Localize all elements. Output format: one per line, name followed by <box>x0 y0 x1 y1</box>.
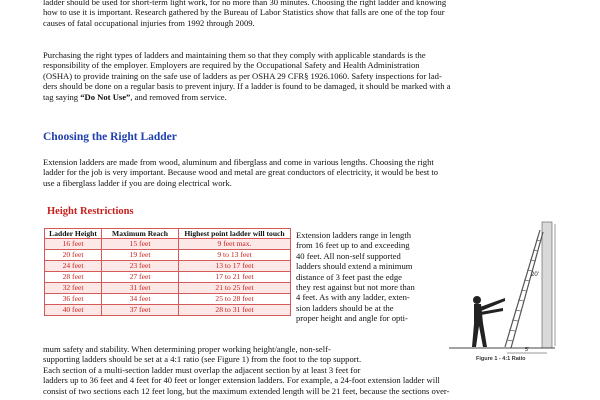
ladder-rungs <box>507 240 541 341</box>
ladder-ratio-figure <box>447 218 559 356</box>
table-cell: 28 feet <box>45 272 102 283</box>
intro-line: how to use it is important. Research gathered by the Bureau of Labor Statistics show that falls are one of the top four <box>43 7 445 18</box>
employer-line: Purchasing the right types of ladders and maintaining them so that they comply with applicable standards is the <box>43 50 426 60</box>
table-cell: 23 feet <box>102 261 179 272</box>
table-cell: 25 to 28 feet <box>179 294 291 305</box>
side-text-line: Extension ladders range in length <box>296 230 412 240</box>
table-cell: 31 feet <box>102 283 179 294</box>
side-text-line: they rest against but not more than <box>296 282 415 293</box>
column-header-ladder-height: Ladder Height <box>45 229 102 239</box>
intro-line: ladder should be used for short-term light work, for no more than 30 minutes. Choosing the right ladder and knowing <box>43 0 447 7</box>
employer-line: tag saying <box>43 91 81 102</box>
side-text-line: 4 feet. As with any ladder, exten- <box>296 292 410 303</box>
section-heading-height: Height Restrictions <box>47 206 134 217</box>
table-cell: 17 to 21 feet <box>179 272 291 283</box>
extension-line: use a fiberglass ladder if you are doing electrical work. <box>43 177 232 188</box>
employer-line: (OSHA) to provide training on the safe use of ladders as per OSHA 29 CFR§ 1926.1060. Safety inspections for lad- <box>43 70 442 81</box>
table-header-row <box>45 229 291 239</box>
extension-length-paragraph <box>296 230 444 324</box>
extension-paragraph <box>43 157 563 188</box>
intro-line: causes of fatal occupational injuries from 1992 through 2009. <box>43 17 255 28</box>
table-cell: 9 feet max. <box>179 239 291 250</box>
wall-shape <box>542 222 552 348</box>
table-cell: 24 feet <box>45 261 102 272</box>
height-dimension-label: 20' <box>531 272 539 278</box>
table-cell: 34 feet <box>102 294 179 305</box>
table-cell: 19 feet <box>102 250 179 261</box>
side-text-line: 40 feet. All non-self supported <box>296 250 401 261</box>
table-cell: 15 feet <box>102 239 179 250</box>
table-cell: 13 to 17 feet <box>179 261 291 272</box>
base-dimension-label: 5' <box>525 347 530 353</box>
intro-paragraph <box>43 0 563 28</box>
table-cell: 36 feet <box>45 294 102 305</box>
bottom-line: consist of two sections each 12 feet long, but the maximum extended length will be 21 feet, because the sections over- <box>43 385 450 396</box>
ladder-rail <box>505 230 540 347</box>
table-cell: 40 feet <box>45 305 102 316</box>
table-cell: 32 feet <box>45 283 102 294</box>
table-row <box>45 305 291 316</box>
table-row <box>45 272 291 283</box>
table-cell: 16 feet <box>45 239 102 250</box>
table-cell: 21 to 25 feet <box>179 283 291 294</box>
table-row <box>45 294 291 305</box>
table-row <box>45 261 291 272</box>
extension-line: Extension ladders are made from wood, aluminum and fiberglass and come in various lengths. Choosing the right <box>43 157 434 167</box>
side-text-line: distance of 3 feet past the edge <box>296 271 402 282</box>
do-not-use-tag-text: “Do Not Use” <box>80 91 131 102</box>
person-silhouette-icon <box>472 296 505 347</box>
bottom-line: supporting ladders should be set at a 4:1 ratio (see Figure 1) from the foot to the top support. <box>43 354 362 365</box>
figure-caption: Figure 1 - 4:1 Ratio <box>476 356 526 362</box>
side-text-line: ladders should extend a minimum <box>296 261 413 272</box>
employer-line: ders should be done on a regular basis to prevent injury. If a ladder is found to be damaged, it should be marked with a <box>43 81 451 92</box>
table-row <box>45 283 291 294</box>
table-cell: 20 feet <box>45 250 102 261</box>
table-cell: 37 feet <box>102 305 179 316</box>
section-heading-choosing: Choosing the Right Ladder <box>43 131 177 143</box>
height-restrictions-table <box>44 228 291 316</box>
table-cell: 28 to 31 feet <box>179 305 291 316</box>
table-row <box>45 239 291 250</box>
extension-line: ladder for the job is very important. Because wood and metal are great conductors of electricity, it would be best to <box>43 167 439 178</box>
bottom-line: Each section of a multi-section ladder must overlap the adjacent section by at least 3 feet for <box>43 364 361 375</box>
bottom-line: ladders up to 36 feet and 4 feet for 40 feet or longer extension ladders. For example, a 24-foot extension ladder will <box>43 375 440 386</box>
side-text-line: proper height and angle for opti- <box>296 313 408 324</box>
employer-paragraph <box>43 50 563 102</box>
table-cell: 9 to 13 feet <box>179 250 291 261</box>
employer-line: responsibility of the employer. Employers are required by the Occupational Safety and Health Administration <box>43 60 420 71</box>
column-header-maximum-reach: Maximum Reach <box>102 229 179 239</box>
ladder-rail <box>511 232 543 348</box>
bottom-line: mum safety and stability. When determining proper working height/angle, non-self- <box>43 344 331 354</box>
employer-line: , and removed from service. <box>130 91 227 102</box>
column-header-highest-point: Highest point ladder will touch <box>179 229 291 239</box>
ladder-figure-illustration <box>447 218 559 356</box>
side-text-line: from 16 feet up to and exceeding <box>296 240 410 251</box>
table-row <box>45 250 291 261</box>
side-text-line: sion ladders should be at the <box>296 302 394 313</box>
table-cell: 27 feet <box>102 272 179 283</box>
